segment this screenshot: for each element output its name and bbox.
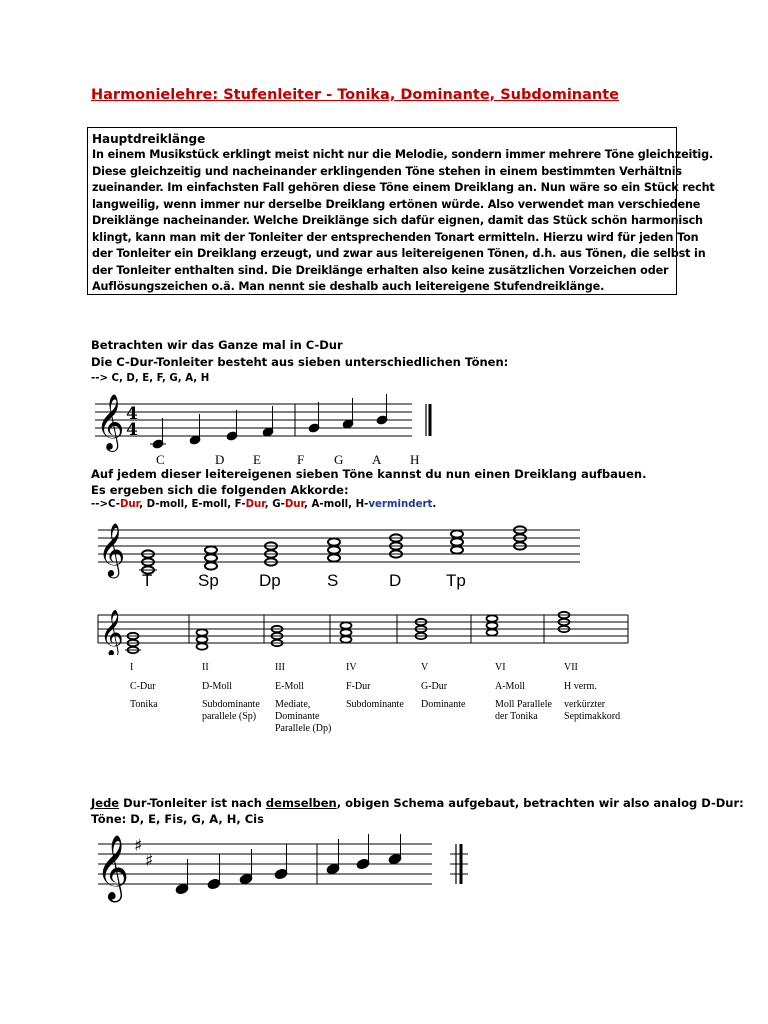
chord-desc: Subdominante (346, 699, 404, 710)
chord-desc: Mediate, (275, 699, 311, 710)
page-title: Harmonielehre: Stufenleiter - Tonika, Dominante, Subdominante (91, 87, 619, 103)
box-line: In einem Musikstück erklingt meist nicht nur die Melodie, sondern immer mehrere Töne gleichzeitig. (92, 148, 714, 161)
triads-degree-staff (94, 605, 634, 655)
chord-name: A-Moll (495, 681, 525, 692)
ddur-line-1: Jede Dur-Tonleiter ist nach demselben, obigen Schema aufgebaut, betrachten wir also analog D-Dur: (91, 796, 744, 810)
chord-desc: Parallele (Dp) (275, 723, 332, 734)
chord-desc: Tonika (130, 699, 158, 710)
dur-highlight: Dur (284, 499, 305, 510)
roman-numeral: VII (564, 662, 578, 673)
degree-column (275, 662, 347, 735)
function-label: T (142, 571, 153, 590)
sharp-icon: ♯ (145, 851, 154, 871)
roman-numeral: IV (346, 662, 357, 673)
roman-numeral: V (421, 662, 429, 673)
underlined-word: Jede (91, 796, 120, 810)
function-label: S (327, 571, 339, 590)
chord-desc: Dominante (275, 711, 320, 722)
note-e (207, 878, 221, 890)
box-line: Auflösungszeichen o.ä. Man nennt sie deshalb auch leitereigene Stufendreiklänge. (92, 280, 605, 293)
dur-highlight: Dur (119, 499, 140, 510)
dur-highlight: Dur (245, 499, 265, 510)
chord-desc: parallele (Sp) (202, 711, 257, 722)
time-signature-bottom: 4 (126, 420, 138, 440)
note-d (175, 883, 189, 895)
note-name: A (372, 452, 382, 467)
treble-clef-icon: 𝄞 (96, 835, 130, 900)
chords-line-1: Auf jedem dieser leitereigenen sieben Töne kannst du nun einen Dreiklang aufbauen. (91, 467, 647, 481)
note-a (326, 863, 340, 875)
chord-desc: Subdominante (202, 699, 260, 710)
chord-desc: der Tonika (495, 711, 538, 722)
roman-numeral: II (202, 662, 209, 673)
ddur-line-2: Töne: D, E, Fis, G, A, H, Cis (91, 812, 264, 826)
note-h (356, 858, 370, 870)
chord-name: D-Moll (202, 681, 232, 692)
chord-desc: Septimakkord (564, 711, 621, 722)
roman-numeral: I (130, 662, 134, 673)
chord-name: F-Dur (346, 681, 371, 692)
degree-column (564, 662, 644, 723)
box-line: der Tonleiter ein Dreiklang erzeugt, und zwar aus leitereigenen Tönen, d.h. aus Tönen, die selbst in (92, 247, 706, 260)
note-name: E (253, 452, 261, 467)
ddur-scale-staff (90, 834, 490, 904)
chord-desc: verkürzter (564, 699, 606, 710)
roman-numeral: III (275, 662, 285, 673)
box-line: klingt, kann man mit der Tonleiter der entsprechenden Tonart ermitteln. Hierzu wird für jeden Ton (92, 230, 699, 244)
chord-name: G-Dur (421, 681, 448, 692)
box-line: zueinander. Im einfachsten Fall gehören diese Töne einem Dreiklang an. Nun wäre so ein Stück recht (92, 181, 715, 194)
chord-name: H verm. (564, 681, 597, 692)
treble-clef-icon: 𝄞 (96, 394, 125, 450)
box-line: der Tonleiter enthalten sind. Die Dreiklänge erhalten also keine zusätzlichen Vorzeichen oder (92, 263, 669, 277)
roman-numeral: VI (495, 662, 506, 673)
chord-name: E-Moll (275, 681, 304, 692)
note-name: D (215, 452, 225, 467)
cdur-line-3: --> C, D, E, F, G, A, H (91, 373, 210, 384)
note-g (274, 868, 288, 880)
chord-desc: Dominante (421, 699, 466, 710)
degree-column (202, 662, 277, 723)
chords-line-2: Es ergeben sich die folgenden Akkorde: (91, 483, 349, 497)
degree-column (421, 662, 491, 711)
degree-column (495, 662, 567, 723)
cdur-line-2: Die C-Dur-Tonleiter besteht aus sieben unterschiedlichen Tönen: (91, 355, 509, 369)
function-label: Dp (259, 571, 281, 590)
function-label: D (389, 571, 402, 590)
degree-column (130, 662, 200, 711)
function-label: Tp (446, 571, 466, 590)
note-name: C (156, 452, 165, 467)
cdur-scale-staff (90, 388, 470, 468)
chords-list: -->C-Dur, D-moll, E-moll, F-Dur, G-Dur, A-moll, H-vermindert. (91, 499, 437, 510)
time-signature-top: 4 (126, 404, 138, 424)
box-heading: Hauptdreiklänge (92, 132, 206, 146)
box-line: Dreiklänge nacheinander. Welche Dreiklänge sich dafür eignen, damit das Stück schön harmonisch (92, 214, 703, 227)
treble-clef-icon: 𝄞 (98, 522, 126, 576)
note-name: H (410, 452, 420, 467)
cdur-line-1: Betrachten wir das Ganze mal in C-Dur (91, 338, 343, 352)
function-label: Sp (198, 571, 219, 590)
underlined-word: demselben (265, 796, 337, 810)
info-box (87, 127, 715, 295)
note-cis (388, 853, 402, 865)
note-name: F (297, 452, 305, 467)
note-fis (239, 873, 253, 885)
chord-name: C-Dur (130, 681, 156, 692)
box-line: Diese gleichzeitig und nacheinander erklingenden Töne stehen in einem bestimmten Verhältnis (92, 164, 682, 178)
sharp-icon: ♯ (134, 836, 143, 856)
triads-function-staff (94, 516, 594, 596)
chord-desc: Moll Parallele (495, 699, 552, 710)
note-name: G (334, 452, 344, 467)
box-line: langweilig, wenn immer nur derselbe Dreiklang ertönen würde. Also verwendet man verschiedene (92, 197, 701, 211)
degree-column (346, 662, 418, 711)
vermindert-highlight: vermindert (368, 499, 433, 510)
treble-clef-icon: 𝄞 (100, 610, 124, 655)
